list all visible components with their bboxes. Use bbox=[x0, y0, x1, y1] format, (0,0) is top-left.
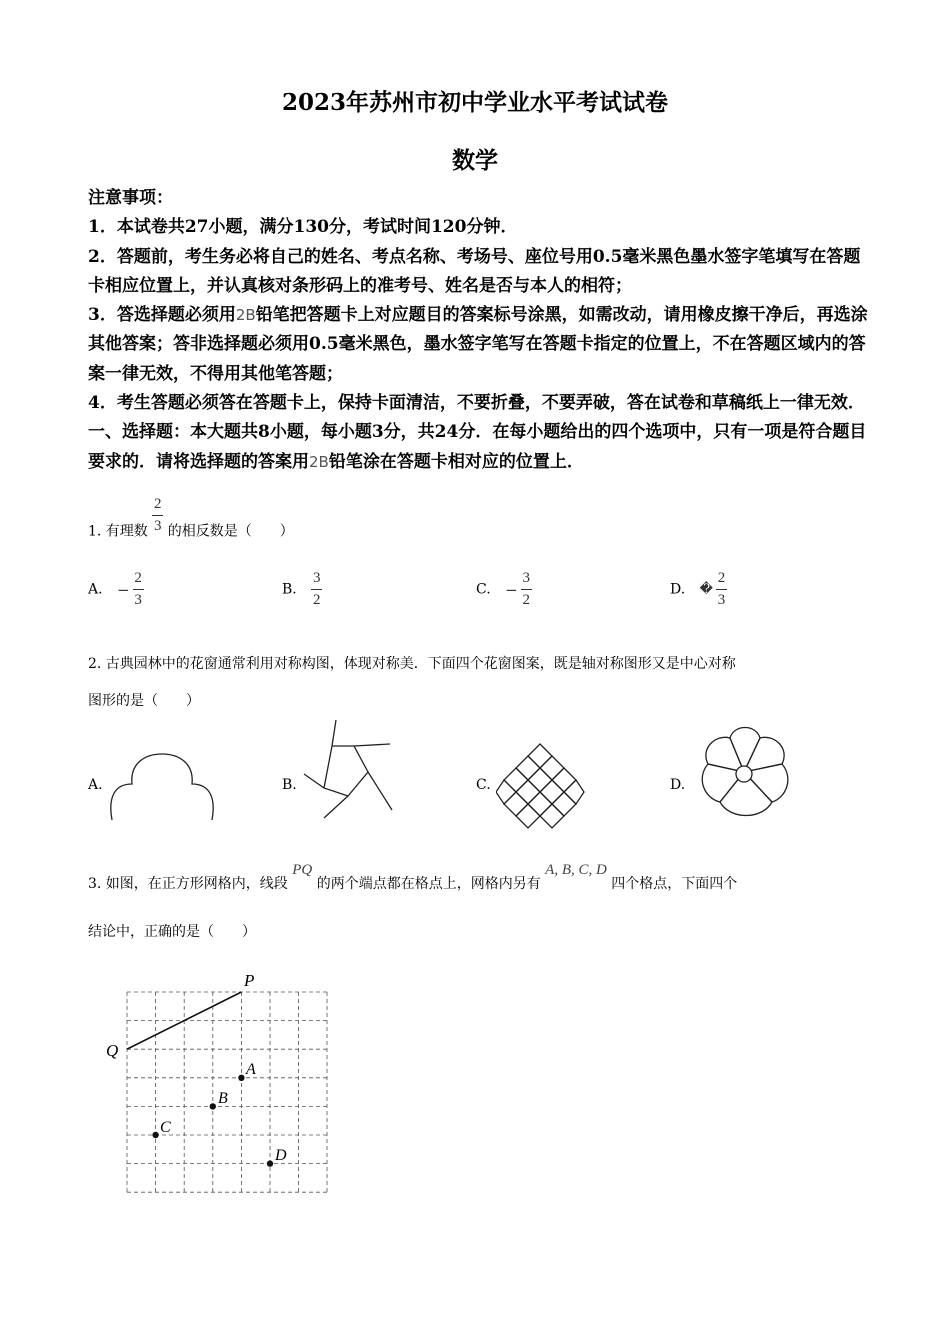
q2-figure-d bbox=[690, 722, 800, 828]
label-q: Q bbox=[106, 1041, 119, 1060]
q3-text-b: 的两个端点都在格点上，网格内另有 bbox=[316, 876, 541, 892]
section-1-instructions bbox=[88, 418, 868, 477]
section-1-part-a: 一、选择题：本大题共8小题，每小题3分，共24分．在每小题给出的四个选项中，只有一项是符合题目要求的．请将选择题的答案用 bbox=[88, 422, 867, 472]
q1-option-c-label: C. bbox=[476, 581, 491, 598]
point-b bbox=[210, 1103, 216, 1109]
q2-line-2: 图形的是（ ） bbox=[88, 693, 200, 709]
pencil-label-2: 2B bbox=[309, 452, 329, 471]
q1-option-a[interactable] bbox=[88, 570, 144, 609]
q1-option-a-den: 3 bbox=[134, 592, 142, 608]
q2-option-d-label[interactable]: D. bbox=[670, 777, 686, 793]
q2-figure-b bbox=[298, 718, 408, 828]
question-3-line-1 bbox=[88, 862, 738, 894]
q1-fraction bbox=[152, 496, 163, 535]
q1-text-a: 1. 有理数 bbox=[88, 523, 148, 540]
q1-option-d-num: 2 bbox=[717, 570, 726, 586]
q1-option-c-den: 2 bbox=[522, 592, 530, 608]
q1-option-b-den: 2 bbox=[312, 592, 321, 608]
q1-option-d-label: D. bbox=[670, 581, 686, 598]
label-b: B bbox=[218, 1090, 228, 1107]
label-c: C bbox=[160, 1119, 171, 1136]
note-4: 4．考生答题必须答在答题卡上，保持卡面清洁，不要折叠，不要弄破，答在试卷和草稿纸上一律无效． bbox=[88, 393, 865, 414]
q2-line-1: 2. 古典园林中的花窗通常利用对称构图，体现对称美．下面四个花窗图案，既是轴对称图形又是中心对称 bbox=[88, 656, 736, 672]
q3-grid-figure bbox=[100, 968, 340, 1200]
point-c bbox=[152, 1132, 158, 1138]
q1-frac-den: 3 bbox=[154, 518, 162, 534]
question-1 bbox=[88, 496, 294, 551]
notes-heading: 注意事项： bbox=[88, 188, 173, 208]
q1-frac-num: 2 bbox=[154, 496, 162, 512]
q3-line-2: 结论中，正确的是（ ） bbox=[88, 924, 256, 940]
q2-option-c-label[interactable]: C. bbox=[476, 777, 491, 793]
q1-option-c[interactable] bbox=[476, 570, 532, 609]
q1-option-c-num: 3 bbox=[522, 570, 530, 586]
subject-title: 数学 bbox=[452, 147, 498, 174]
q1-option-d-den: 3 bbox=[717, 592, 726, 608]
q1-option-d[interactable] bbox=[670, 570, 727, 609]
q2-option-a-label[interactable]: A. bbox=[88, 777, 103, 793]
note-3-part-a: 3．答选择题必须用 bbox=[88, 305, 236, 326]
point-d bbox=[267, 1160, 273, 1166]
q2-option-b-label[interactable]: B. bbox=[282, 777, 297, 793]
q1-option-c-fraction bbox=[521, 570, 532, 609]
q1-option-b-num: 3 bbox=[312, 570, 321, 586]
note-3-part-b: 铅笔把答题卡上对应题目的答案标号涂黑，如需改动，请用橡皮擦干净后，再选涂其他答案；答非选择题必须用0.5毫米黑色，墨水签字笔写在答题卡指定的位置上，不在答题区域内的答案一律无效，不得用其他笔答题； bbox=[88, 305, 868, 384]
q3-points-list: A, B, C, D bbox=[545, 862, 607, 878]
q3-segment-pq: PQ bbox=[292, 862, 313, 878]
q1-option-a-num: 2 bbox=[134, 570, 142, 586]
q1-option-d-sign: � bbox=[699, 582, 713, 597]
section-1-part-b: 铅笔涂在答题卡相对应的位置上． bbox=[328, 451, 584, 472]
note-1: 1．本试卷共27小题，满分130分，考试时间120分钟． bbox=[88, 217, 518, 238]
q2-figure-c bbox=[496, 740, 586, 830]
label-a: A bbox=[246, 1061, 256, 1078]
pencil-label: 2B bbox=[235, 306, 256, 325]
q1-option-a-sign: − bbox=[117, 580, 130, 599]
q1-option-b[interactable] bbox=[282, 570, 322, 609]
note-2: 2．答题前，考生务必将自己的姓名、考点名称、考场号、座位号用0.5毫米黑色墨水签字笔填写在答题卡相应位置上，并认真核对条形码上的准考号、姓名是否与本人的相符； bbox=[88, 246, 861, 296]
exam-title: 2023年苏州市初中学业水平考试试卷 bbox=[281, 89, 668, 116]
q1-text-b: 的相反数是（ ） bbox=[167, 523, 294, 540]
q1-option-c-sign: − bbox=[505, 580, 518, 599]
q1-option-d-fraction bbox=[716, 570, 727, 609]
q2-figure-a bbox=[104, 748, 220, 824]
q3-text-c: 四个格点，下面四个 bbox=[611, 876, 738, 892]
label-d: D bbox=[275, 1147, 287, 1164]
note-3 bbox=[88, 301, 868, 389]
point-a bbox=[238, 1075, 244, 1081]
q1-option-a-label: A. bbox=[88, 581, 103, 598]
q1-option-a-fraction bbox=[133, 570, 144, 609]
label-p: P bbox=[244, 971, 255, 990]
q1-option-b-label: B. bbox=[282, 581, 297, 598]
q3-text-a: 3. 如图，在正方形网格内，线段 bbox=[88, 876, 288, 892]
q1-option-b-fraction bbox=[311, 570, 322, 609]
notes-block bbox=[88, 184, 868, 477]
